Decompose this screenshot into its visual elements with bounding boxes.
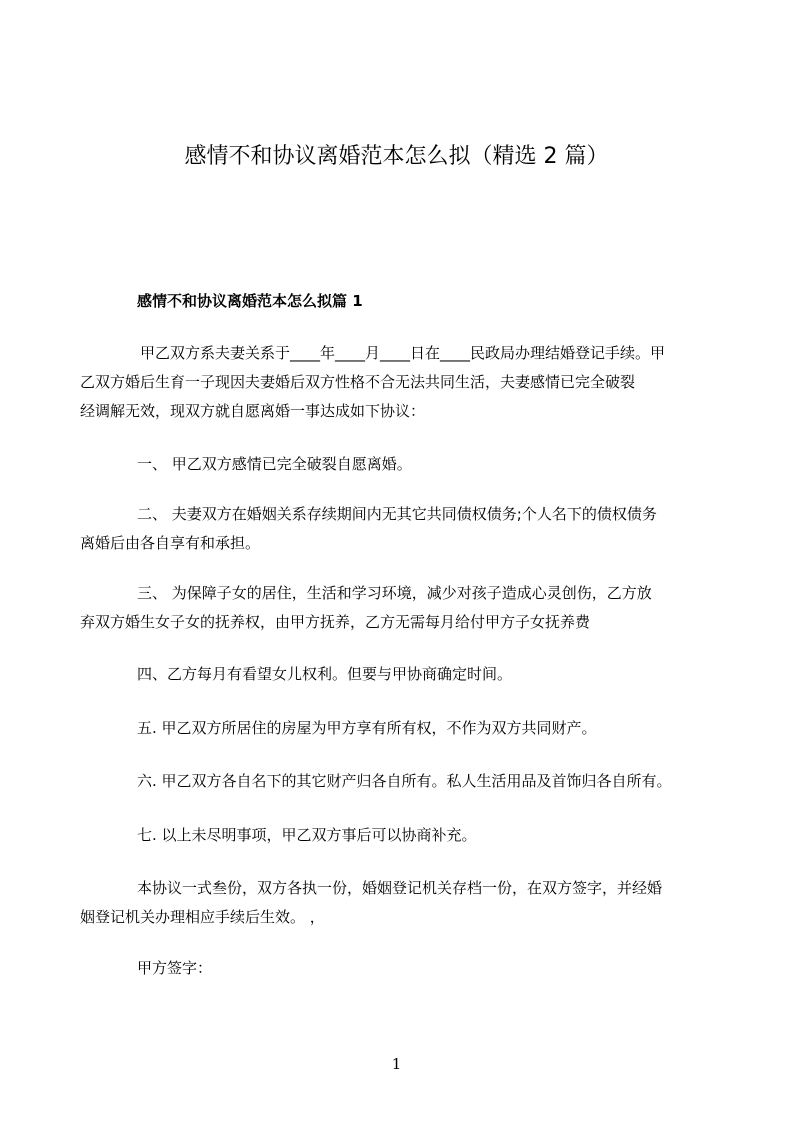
clause-6 — [137, 767, 672, 796]
document-title: 感情不和协议离婚范本怎么拟（精选 2 篇） — [184, 144, 609, 169]
paragraph-line: 甲乙双方系夫妻关系于____年____月____日在____民政局办理结婚登记手续。甲 — [140, 344, 666, 362]
paragraph-intro — [80, 339, 665, 426]
paragraph-line: 离婚后由各自享有和承担。 — [80, 534, 261, 552]
paragraph-line: 三、 为保障子女的居住，生活和学习环境，减少对孩子造成心灵创伤，乙方放 — [137, 584, 652, 602]
paragraph-line: 二、 夫妻双方在婚姻关系存续期间内无其它共同债权债务;个人名下的债权债务 — [137, 505, 657, 523]
paragraph-line: 姻登记机关办理相应手续后生效。 ， — [80, 908, 325, 926]
clause-7 — [137, 821, 477, 850]
paragraph-line: 本协议一式叁份，双方各执一份，婚姻登记机关存档一份，在双方签字，并经婚 — [137, 879, 663, 897]
clause-4 — [137, 660, 512, 689]
paragraph-line: 七. 以上未尽明事项，甲乙双方事后可以协商补充。 — [137, 826, 477, 844]
paragraph-line: 乙双方婚后生育一子现因夫妻婚后双方性格不合无法共同生活，夫妻感情已完全破裂 — [80, 373, 636, 391]
paragraph-line: 六. 甲乙双方各自名下的其它财产归各自所有。私人生活用品及首饰归各自所有。 — [137, 772, 672, 790]
paragraph-line: 一、 甲乙双方感情已完全破裂自愿离婚。 — [137, 455, 412, 473]
clause-1 — [137, 450, 412, 479]
clause-3 — [80, 579, 652, 637]
paragraph-line: 经调解无效，现双方就自愿离婚一事达成如下协议： — [80, 402, 426, 420]
clause-5 — [137, 714, 597, 743]
paragraph-line: 弃双方婚生女子女的抚养权，由甲方抚养，乙方无需每月给付甲方子女抚养费 — [80, 613, 591, 631]
clause-2 — [80, 500, 657, 558]
paragraph-line: 五. 甲乙双方所居住的房屋为甲方享有所有权，不作为双方共同财产。 — [137, 719, 597, 737]
paragraph-line: 甲方签字： — [137, 959, 213, 977]
signature-party-a — [137, 954, 212, 983]
agreement-note — [80, 874, 662, 932]
section-title: 感情不和协议离婚范本怎么拟篇 1 — [137, 292, 363, 310]
paragraph-line: 四、乙方每月有看望女儿权利。但要与甲协商确定时间。 — [137, 665, 513, 683]
page-number: 1 — [391, 1055, 402, 1073]
